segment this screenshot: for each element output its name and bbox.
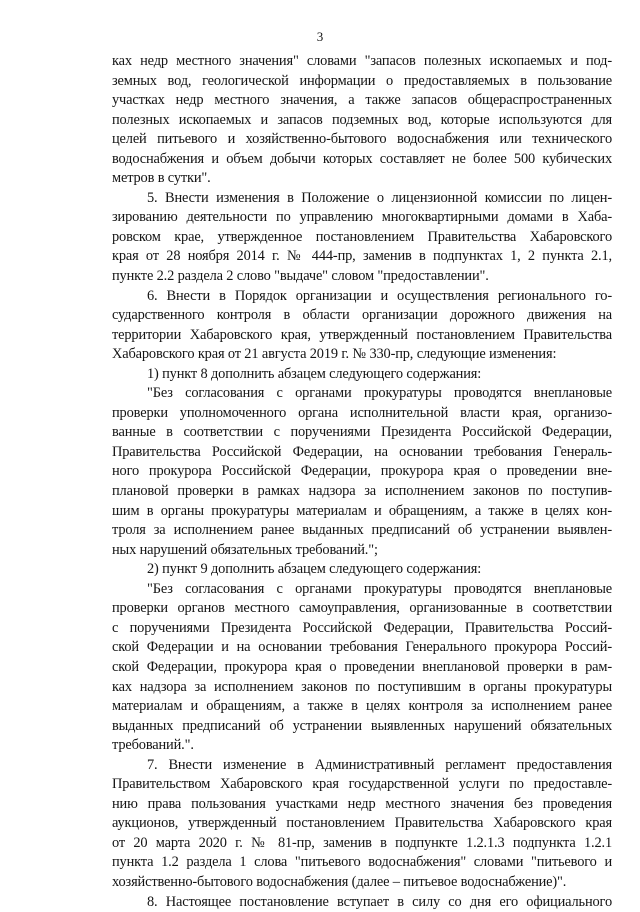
text-line: с поручениями Президента Российской Федерации, Правительства Россий- [112,619,612,636]
text-line: нию права пользования участками недр местного значения без проведения [112,795,612,812]
text-line: выданных предписаний об устранении выявленных нарушений обязательных [112,717,612,734]
text-line: ках недр местного значения" словами "запасов полезных ископаемых и под- [112,53,612,69]
text-line: троля за исполнением ранее выданных предписаний об устранении выявлен- [112,522,612,539]
text-line: метров в сутки". [112,170,211,187]
text-line: ных нарушений обязательных требований."; [112,541,378,558]
text-line: зированию деятельности по управлению многоквартирными домами в Хаба- [112,209,612,226]
text-line: 8. Настоящее постановление вступает в силу со дня его официального [147,893,612,910]
page-number: 3 [316,29,324,44]
text-line: хозяйственно-бытового водоснабжения (далее – питьевое водоснабжение)". [112,873,567,890]
text-line: 7. Внести изменение в Административный регламент предоставления [147,756,612,773]
text-line: ках надзора за исполнением законов по поступившим в органы прокуратуры [112,678,612,695]
text-line: 1) пункт 8 дополнить абзацем следующего содержания: [147,365,482,382]
text-line: целей питьевого и хозяйственно-бытового водоснабжения или технического [112,131,612,148]
text-line: ного прокурора Российской Федерации, прокурора края о проведении вне- [112,463,612,480]
text-line: ровском крае, утвержденное постановлением Правительства Хабаровского [112,228,612,245]
text-line: земных вод, геологической информации о предоставляемых в пользование [112,72,612,89]
text-line: 2) пункт 9 дополнить абзацем следующего содержания: [147,561,482,578]
text-line: 6. Внести в Порядок организации и осуществления регионального го- [147,287,612,304]
text-line: плановой проверки в рамках надзора за исполнением законов по поступив- [112,483,612,500]
document-body [112,52,612,912]
text-line: "Без согласования с органами прокуратуры проводятся внеплановые [147,580,612,597]
text-line: края от 28 ноября 2014 г. № 444-пр, заменив в подпунктах 1, 2 пункта 2.1, [112,248,612,265]
text-line: участках недр местного значения, а также запасов общераспространенных [112,92,612,109]
text-line: территории Хабаровского края, утвержденный постановлением Правительства [112,326,612,343]
text-line: ванные в соответствии с поручениями Президента Российской Федерации, [112,424,612,441]
text-line: проверки органов местного самоуправления, организованные в соответствии [112,600,612,617]
text-line: материалам и обращениям, а также в целях контроля за исполнением ранее [112,698,612,715]
text-line: полезных ископаемых и запасов подземных вод, которые используются для [112,111,612,128]
text-line: аукционов, утвержденный постановлением Правительства Хабаровского края [112,815,612,832]
text-line: ской Федерации, прокурора края о проведении внеплановой проверки в рам- [112,658,612,675]
text-line: Правительством Хабаровского края государственной услуги по предоставле- [112,776,612,793]
text-line: шим в органы прокуратуры материалам и обращениям, а также в целях кон- [112,502,612,519]
text-line: Хабаровского края от 21 августа 2019 г. № 330-пр, следующие изменения: [112,346,557,363]
text-line: Правительства Российской Федерации, на основании требования Генераль- [112,443,612,460]
text-line: водоснабжения и объем добычи которых составляет не более 500 кубических [112,150,612,167]
text-line: сударственного контроля в области организации дорожного движения на [112,307,612,324]
text-line: 5. Внести изменения в Положение о лицензионной комиссии по лицен- [147,189,612,206]
text-line: ской Федерации и на основании требования Генерального прокурора Россий- [112,639,612,656]
text-line: пункте 2.2 раздела 2 слово "выдаче" словом "предоставлении". [112,268,489,285]
text-line: пункта 1.2 раздела 1 слова "питьевого водоснабжения" словами "питьевого и [112,854,612,871]
text-line: требований.". [112,737,194,754]
text-line: от 20 марта 2020 г. № 81-пр, заменив в подпункте 1.2.1.3 подпункта 1.2.1 [112,834,612,851]
text-line: проверки уполномоченного органа исполнительной власти края, организо- [112,404,612,421]
text-line: "Без согласования с органами прокуратуры проводятся внеплановые [147,385,612,402]
